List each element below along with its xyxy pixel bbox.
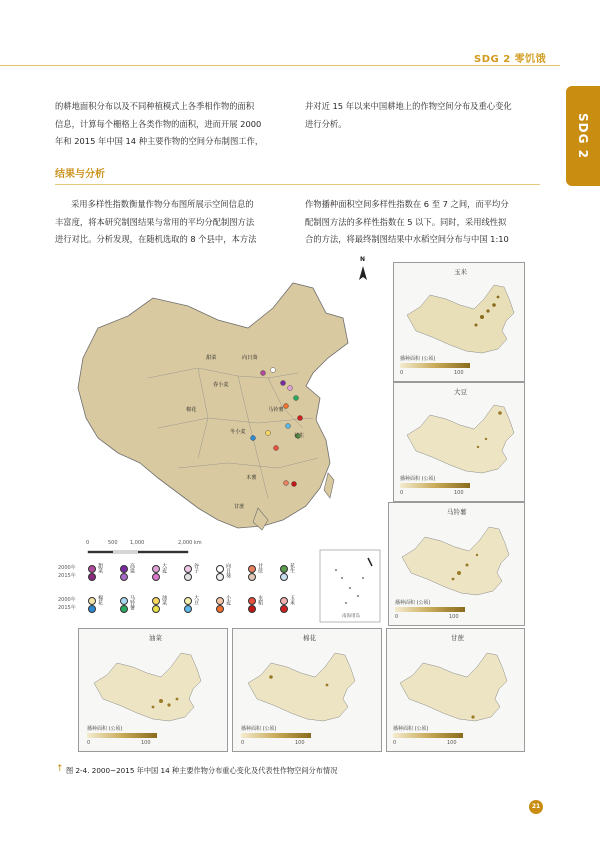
panel-legend-gradient [400,363,470,368]
legend-dot-2015 [184,573,192,581]
legend-dot-2000 [88,597,96,605]
panel-legend-title: 播种面积 (公顷) [393,726,429,732]
legend-dot-2015 [216,605,224,613]
legend-dot-2015 [280,573,288,581]
legend-dot-2015 [88,573,96,581]
legend-tick: 100 [449,614,459,620]
legend-dot-2015 [152,605,160,613]
caption-arrow-icon: ↑ [56,764,64,774]
text-line: 合的方法，将最终制图结果中水稻空间分布与中国 1:10 [305,234,509,244]
legend-tick: 0 [395,614,399,620]
legend-dot-2000 [152,565,160,573]
figure-caption: 图 2-4. 2000~2015 年中国 14 种主要作物分布重心变化及代表性作物空间分布情况 [66,766,338,775]
legend-crop-name: 向日葵 [225,563,231,578]
map-dot [284,481,289,486]
legend-crop-name: 甜菜 [97,563,103,573]
text-line: 并对近 15 年以来中国耕地上的作物空间分布及重心变化 [305,101,512,111]
legend-tick: 100 [141,740,151,746]
text-line: 进行对比。分析发现，在随机选取的 8 个县中，本方法 [55,234,257,244]
legend-dot-2000 [216,565,224,573]
scale-bar [88,551,188,553]
legend-crop-name: 油菜 [161,595,167,605]
panel-legend-gradient [87,733,157,738]
panel-soybean [393,382,525,502]
legend-dot-2000 [152,597,160,605]
panel-legend-title: 播种面积 (公顷) [395,600,431,606]
panel-legend-title: 播种面积 (公顷) [241,726,277,732]
map-dot [281,381,286,386]
panel-legend-gradient [395,607,465,612]
intro-left [55,98,300,151]
map-dot [251,436,256,441]
legend-tick: 0 [241,740,245,746]
map-dot [266,431,271,436]
legend-dot-2015 [88,605,96,613]
map-label-peanut: 花生 [294,433,305,439]
legend-dot-2000 [120,597,128,605]
map-dot [288,386,293,391]
legend-tick: 100 [454,370,464,376]
panel-maize [393,262,525,382]
legend-crop-name: 小麦 [225,595,231,605]
map-label-cotton: 棉花 [186,407,197,413]
legend-crop-name: 大豆 [193,595,199,605]
panel-cotton [232,628,382,752]
legend-row-1 [88,562,318,594]
panel-map [402,395,517,475]
north-label: N [360,256,366,263]
map-dot [261,371,266,376]
legend-crop-name: 大麦 [161,563,167,573]
legend-year-2000: 2000年 [58,565,76,571]
legend-dot-2015 [216,573,224,581]
panel-legend-gradient [393,733,463,738]
panel-title: 马铃薯 [447,508,467,516]
legend-dot-2015 [280,605,288,613]
taiwan-island [324,473,334,498]
legend-dot-2015 [248,573,256,581]
map-dot [274,446,279,451]
panel-title: 油菜 [149,634,162,642]
legend-dot-2000 [184,597,192,605]
map-dot [284,404,289,409]
map-label-winter-wheat: 冬小麦 [230,429,246,435]
map-dot [298,416,303,421]
legend-row-2 [88,594,318,626]
panel-map [395,643,519,725]
panel-legend-gradient [241,733,311,738]
legend-crop-name: 玉米 [289,595,295,605]
panel-title: 棉花 [303,634,316,642]
legend-tick: 100 [295,740,305,746]
legend-dot-2000 [280,597,288,605]
china-landmass [78,283,348,528]
body-left [55,196,303,249]
scale-tick: 2,000 km [178,540,202,546]
sdg-side-tab: SDG 2 [566,86,600,186]
inset-label: 南海诸岛 [342,614,360,619]
legend-year-2015: 2015年 [58,573,76,579]
map-label-potato: 马铃薯 [268,407,284,413]
legend-crop-name: 谷子 [193,563,199,573]
north-arrow [359,266,367,280]
legend-crop-name: 花生 [289,563,295,573]
legend-dot-2015 [152,573,160,581]
map-dot [294,396,299,401]
panel-rapeseed [78,628,228,752]
panel-map [402,275,517,355]
map-dot [271,368,276,373]
legend-crop-name: 水稻 [257,595,263,605]
panel-title: 大豆 [454,388,467,396]
legend-crop-name: 棉花 [97,595,103,605]
scale-tick: 0 [86,540,90,546]
legend-tick: 0 [87,740,91,746]
text-line: 年和 2015 年中国 14 种主要作物的空间分布制图工作， [55,136,264,146]
panel-legend-gradient [400,483,470,488]
legend-tick: 100 [454,490,464,496]
panel-title: 玉米 [454,268,467,276]
intro-right [305,98,550,133]
running-header: SDG 2 零饥饿 [474,54,547,65]
text-line: 丰富度，将本研究制图结果与常用的平均分配制图方法 [55,216,255,227]
legend-dot-2000 [184,565,192,573]
scale-tick: 1,000 [130,540,145,546]
legend-dot-2000 [120,565,128,573]
text-line: 采用多样性指数衡量作物分布图所展示空间信息的 [71,199,254,209]
map-label-sunflower: 向日葵 [242,355,258,361]
legend-crop-name: 高粱 [129,563,135,573]
legend-tick: 0 [393,740,397,746]
text-line: 的耕地面积分布以及不同种植模式上各季相作物的面积 [55,101,255,111]
header-rule [0,65,560,66]
section-title: 结果与分析 [55,169,105,180]
legend-dot-2015 [248,605,256,613]
legend-dot-2015 [184,605,192,613]
map-dot [292,482,297,487]
text-line: 配制图方法的多样性指数在 5 以下。同时，采用线性拟 [305,216,507,227]
south-china-sea-inset [320,550,380,622]
legend-dot-2000 [248,565,256,573]
panel-legend-title: 播种面积 (公顷) [400,356,436,362]
section-rule [55,184,540,185]
legend-year-2000: 2000年 [58,597,76,603]
panel-sugarcane [386,628,525,752]
text-line: 信息，计算每个栅格上各类作物的面积，进而开展 2000 [55,118,262,129]
legend-dot-2000 [280,565,288,573]
panel-title: 甘蔗 [451,634,464,642]
panel-map [243,643,373,725]
panel-map [397,517,517,599]
map-label-sugarbeet: 甜菜 [206,355,217,361]
legend-tick: 0 [400,490,404,496]
page-number: 21 [529,800,543,814]
panel-legend-title: 播种面积 (公顷) [400,476,436,482]
panel-legend-title: 播种面积 (公顷) [87,726,123,732]
map-label-sugarcane: 甘蔗 [234,504,245,510]
text-line: 作物播种面积空间多样性指数在 6 至 7 之间，而平均分 [305,199,509,209]
legend-dot-2015 [120,573,128,581]
panel-potato [388,502,525,626]
legend-year-2015: 2015年 [58,605,76,611]
text-line: 进行分析。 [305,118,347,129]
map-label-spring-wheat: 春小麦 [213,382,229,388]
map-dot [286,424,291,429]
legend-crop-name: 马铃薯 [129,595,135,610]
map-label-cassava: 木薯 [246,475,257,481]
legend-dot-2000 [216,597,224,605]
panel-map [89,643,219,725]
body-right [305,196,555,249]
main-map [58,258,383,626]
legend-dot-2015 [120,605,128,613]
scale-tick: 500 [108,540,118,546]
legend-tick: 100 [447,740,457,746]
legend-tick: 0 [400,370,404,376]
legend-dot-2000 [248,597,256,605]
legend-dot-2000 [88,565,96,573]
legend-crop-name: 甘蔗 [257,563,263,573]
